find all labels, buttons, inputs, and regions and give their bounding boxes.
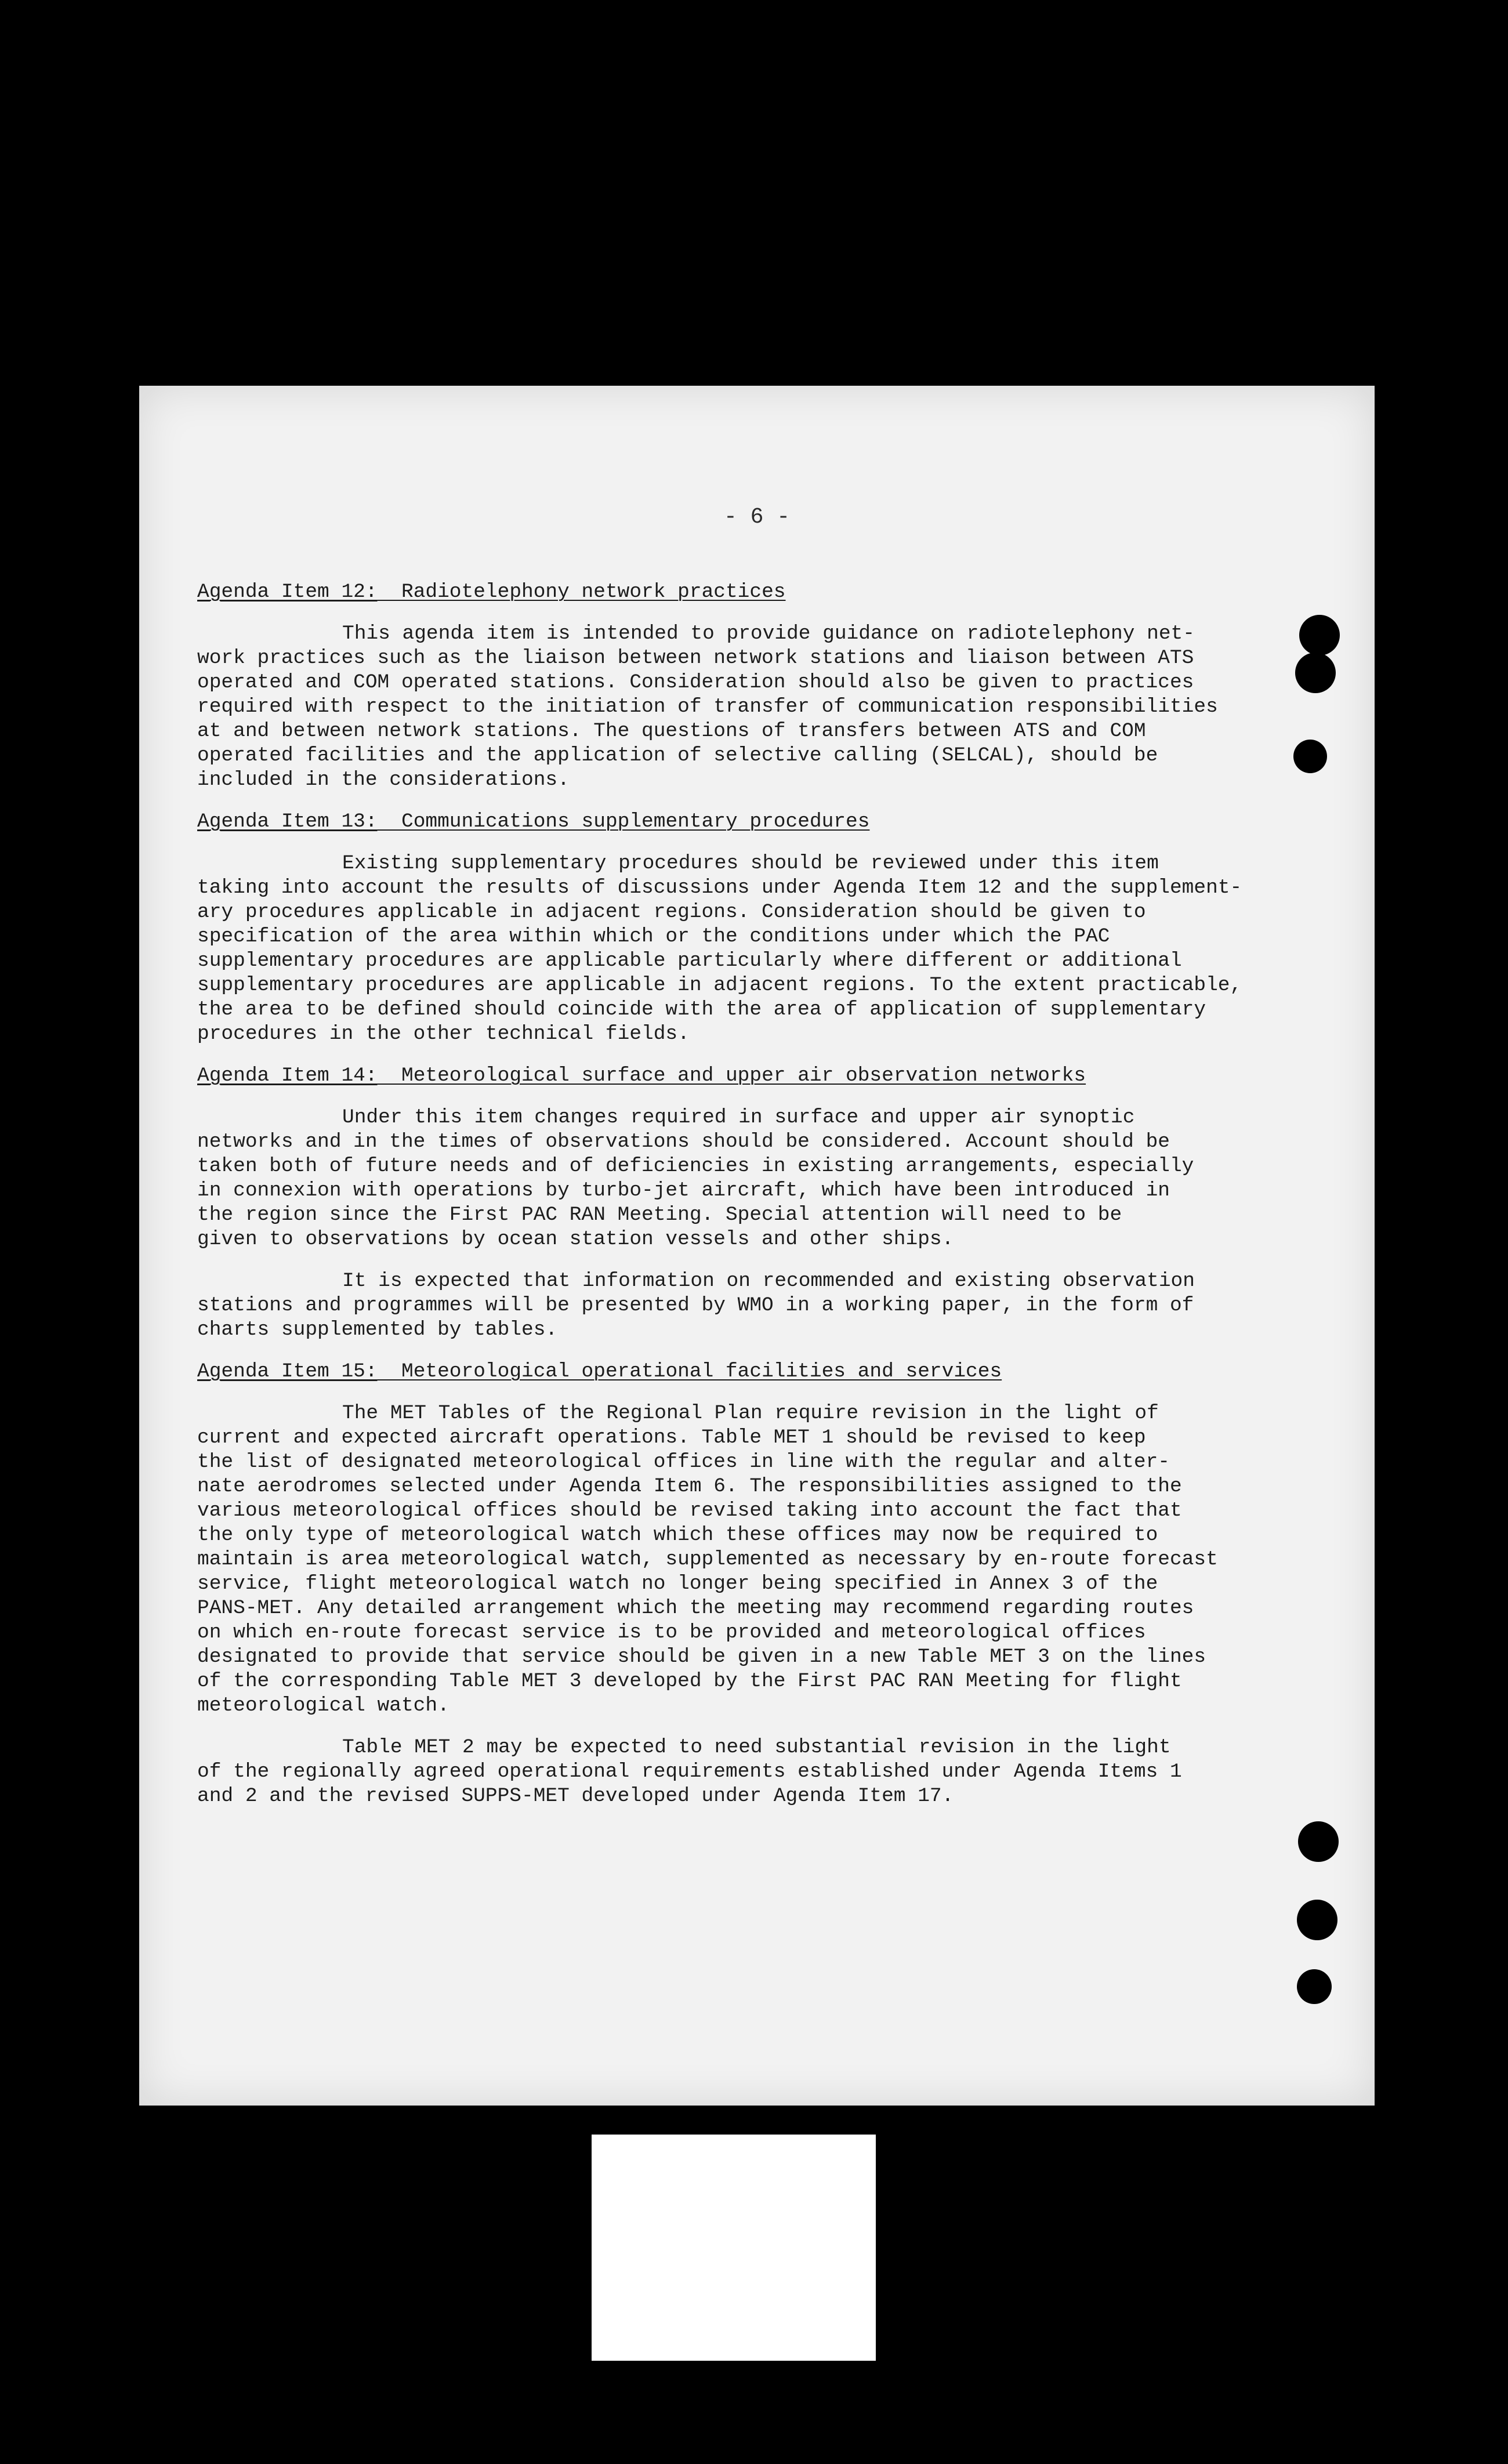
agenda-item-title: Communications supplementary procedures (401, 810, 870, 833)
text-line: the area to be defined should coincide with the area of application of supplementary (197, 998, 1206, 1021)
agenda-section (197, 810, 1288, 1046)
agenda-section (197, 1360, 1288, 1809)
text-line: required with respect to the initiation of transfer of communication responsibilities (197, 695, 1218, 718)
paragraph (197, 851, 1288, 1046)
text-line: taken both of future needs and of deficiencies in existing arrangements, especially (197, 1155, 1194, 1177)
paragraph (197, 1735, 1288, 1809)
agenda-item-label: Agenda Item 15: (197, 1360, 378, 1383)
text-line: included in the considerations. (197, 769, 570, 791)
text-line: maintain is area meteorological watch, supplemented as necessary by en-route forecast (197, 1548, 1218, 1571)
document-page (139, 386, 1375, 2106)
agenda-section (197, 1064, 1288, 1342)
agenda-item-title: Meteorological operational facilities and services (401, 1360, 1002, 1383)
text-line: stations and programmes will be presented by WMO in a working paper, in the form of (197, 1294, 1194, 1317)
text-line: the region since the First PAC RAN Meeting. Special attention will need to be (197, 1204, 1122, 1226)
page-body (197, 580, 1288, 1826)
text-line: work practices such as the liaison between network stations and liaison between ATS (197, 647, 1194, 669)
agenda-item-title: Radiotelephony network practices (401, 581, 786, 603)
paragraph (197, 622, 1288, 792)
text-line: service, flight meteorological watch no longer being specified in Annex 3 of the (197, 1572, 1158, 1595)
blank-card (592, 2135, 876, 2361)
agenda-item-label: Agenda Item 13: (197, 810, 378, 833)
text-line: and 2 and the revised SUPPS-MET developed under Agenda Item 17. (197, 1785, 954, 1807)
text-line: given to observations by ocean station vessels and other ships. (197, 1228, 954, 1251)
agenda-heading (197, 810, 1288, 834)
text-line: operated facilities and the application of selective calling (SELCAL), should be (197, 744, 1158, 767)
text-line: PANS-MET. Any detailed arrangement which the meeting may recommend regarding routes (197, 1597, 1194, 1619)
text-line: networks and in the times of observations should be considered. Account should be (197, 1130, 1170, 1153)
text-line: on which en-route forecast service is to be provided and meteorological offices (197, 1621, 1146, 1644)
text-line: Existing supplementary procedures should be reviewed under this item (342, 852, 1159, 875)
text-line: This agenda item is intended to provide guidance on radiotelephony net- (342, 622, 1195, 645)
text-line: nate aerodromes selected under Agenda Item 6. The responsibilities assigned to the (197, 1475, 1182, 1498)
agenda-item-label: Agenda Item 14: (197, 1064, 378, 1087)
agenda-section (197, 580, 1288, 792)
page-number: - 6 - (723, 505, 791, 530)
text-line: supplementary procedures are applicable in adjacent regions. To the extent practicable, (197, 974, 1242, 997)
text-line: at and between network stations. The questions of transfers between ATS and COM (197, 720, 1146, 742)
punch-hole (1297, 1969, 1332, 2004)
agenda-heading (197, 1064, 1288, 1088)
text-line: of the corresponding Table MET 3 developed by the First PAC RAN Meeting for flight (197, 1670, 1182, 1693)
text-line: in connexion with operations by turbo-jet aircraft, which have been introduced in (197, 1179, 1170, 1202)
text-line: of the regionally agreed operational requirements established under Agenda Items 1 (197, 1760, 1182, 1783)
text-line: Under this item changes required in surface and upper air synoptic (342, 1106, 1135, 1129)
punch-hole (1297, 1900, 1337, 1940)
text-line: current and expected aircraft operations. Table MET 1 should be revised to keep (197, 1426, 1146, 1449)
text-line: It is expected that information on recommended and existing observation (342, 1270, 1195, 1292)
text-line: procedures in the other technical fields. (197, 1023, 690, 1045)
paragraph (197, 1401, 1288, 1718)
agenda-heading (197, 1360, 1288, 1384)
text-line: supplementary procedures are applicable particularly where different or additional (197, 950, 1182, 972)
paragraph (197, 1106, 1288, 1252)
text-line: meteorological watch. (197, 1694, 449, 1717)
text-line: various meteorological offices should be revised taking into account the fact that (197, 1499, 1182, 1522)
text-line: operated and COM operated stations. Consideration should also be given to practices (197, 671, 1194, 694)
punch-hole (1293, 740, 1327, 773)
text-line: the only type of meteorological watch which these offices may now be required to (197, 1524, 1158, 1546)
punch-hole (1299, 615, 1340, 655)
text-line: the list of designated meteorological offices in line with the regular and alter- (197, 1451, 1170, 1473)
agenda-item-label: Agenda Item 12: (197, 581, 378, 603)
text-line: charts supplemented by tables. (197, 1318, 558, 1341)
text-line: taking into account the results of discussions under Agenda Item 12 and the supplement- (197, 876, 1242, 899)
text-line: specification of the area within which or the conditions under which the PAC (197, 925, 1110, 948)
text-line: Table MET 2 may be expected to need substantial revision in the light (342, 1736, 1171, 1759)
text-line: The MET Tables of the Regional Plan require revision in the light of (342, 1402, 1159, 1425)
punch-hole (1298, 1821, 1339, 1862)
agenda-heading (197, 580, 1288, 604)
text-line: ary procedures applicable in adjacent regions. Consideration should be given to (197, 901, 1146, 923)
agenda-item-title: Meteorological surface and upper air observation networks (401, 1064, 1086, 1087)
paragraph (197, 1269, 1288, 1342)
text-line: designated to provide that service should be given in a new Table MET 3 on the lines (197, 1646, 1206, 1668)
punch-hole (1295, 653, 1336, 693)
